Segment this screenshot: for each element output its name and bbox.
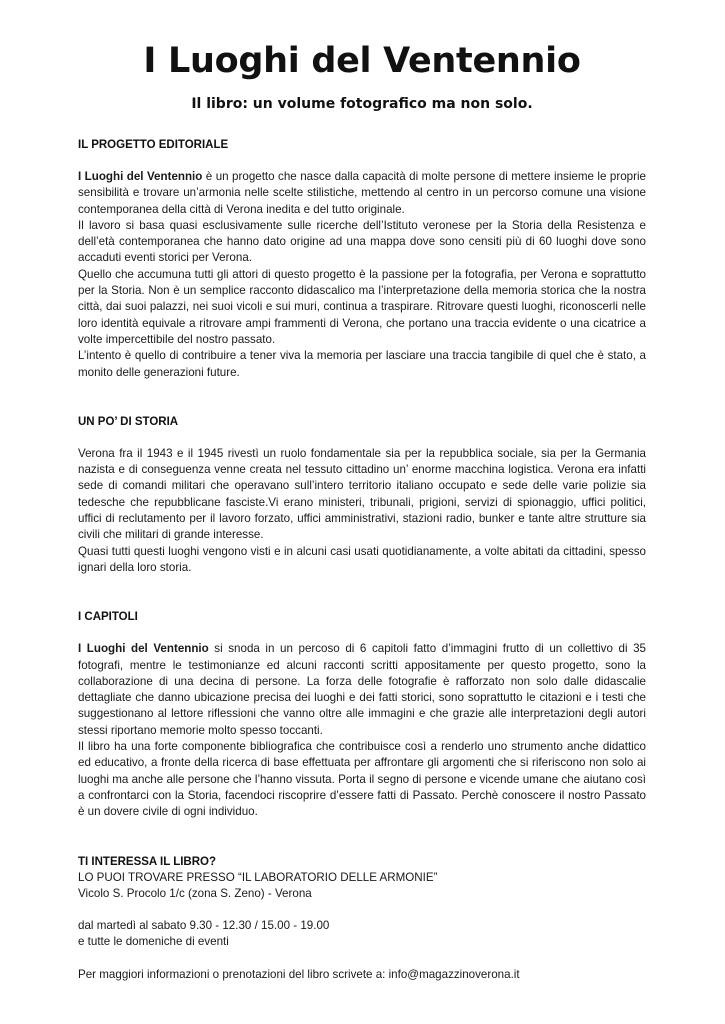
- paragraph: Il lavoro si basa quasi esclusivamente sulle ricerche dell’Istituto veronese per la Storia della Resistenza e dell’età contemporanea che hanno dato origine ad una mappa dove sono censiti più di 60 luoghi dove sono accaduti eventi storici per Verona.: [78, 218, 646, 265]
- paragraph: [78, 169, 646, 218]
- paragraph: Quello che accumuna tutti gli attori di questo progetto è la passione per la fotografia, per Verona e soprattutto per la Storia. Non è un semplice racconto didascalico ma l’interpretazione della memoria storica che la nostra città, dai suoi palazzi, nei suoi vicoli e sui muri, continua a traspirare. Ritrovare questi luoghi, riconoscerli nelle loro identità equivale a ritrovare ampi frammenti di Verona, che portano una traccia evidente o una cicatrice a volte impercettibile del nostro passato.: [78, 267, 646, 346]
- section-body-storia: [78, 446, 646, 576]
- paragraph: Verona fra il 1943 e il 1945 rivestì un ruolo fondamentale sia per la repubblica sociale, sia per la Germania nazista e di conseguenza venne creata nel tessuto cittadino un’ enorme macchina logistica. Verona era infatti sede di comandi militari che operavano sull’intero territorio italiano occupato e sede delle varie polizie sia tedesche che repubblicane fasciste.Vi erano ministeri, tribunali, prigioni, servizi di spionaggio, uffici politici, uffici di reclutamento per il lavoro forzato, uffici amministrativi, stazioni radio, bunker e tante altre strutture sia civili che militari di grande interesse.: [78, 446, 646, 542]
- paragraph-text: è un progetto che nasce dalla capacità di molte persone di mettere insieme le proprie sensibilità e trovare un’armonia nelle scelte stilistiche, mettendo al centro in un percorso comune una visione contemporanea della città di Verona inedita e del tutto originale.: [78, 170, 646, 216]
- shop-address: Vicolo S. Procolo 1/c (zona S. Zeno) - Verona: [78, 886, 312, 900]
- section-heading-capitoli: I CAPITOLI: [78, 611, 138, 624]
- page-title: I Luoghi del Ventennio: [143, 41, 581, 81]
- section-heading-interessa: TI INTERESSA IL LIBRO?: [78, 855, 217, 868]
- page-subtitle: Il libro: un volume fotografico ma non solo.: [191, 96, 533, 112]
- section-body-progetto: [78, 169, 646, 381]
- paragraph: L’intento è quello di contribuire a tener viva la memoria per lasciare una traccia tangibile di quel che è stato, a monito delle generazioni future.: [78, 349, 646, 379]
- paragraph: Quasi tutti questi luoghi vengono visti e in alcuni casi usati quotidianamente, a volte abitati da cittadini, spesso ignari della loro storia.: [78, 544, 646, 574]
- paragraph: [78, 641, 646, 739]
- paragraph: Il libro ha una forte componente bibliografica che contribuisce così a renderlo uno strumento anche didattico ed educativo, a fronte della ricerca di base effettuata per affrontare gli argomenti che si riferiscono non solo ai luoghi ma anche alle persone che l’hanno vissuta. Porta il segno di persone e vicende umane che aiutano così a confrontarci con la Storia, facendoci riscoprire d’essere fatti di Passato. Perchè conoscere il nostro Passato è un dovere civile di ogni individuo.: [78, 740, 646, 819]
- shop-name: LO PUOI TROVARE PRESSO “IL LABORATORIO DELLE ARMONIE”: [78, 870, 438, 884]
- section-heading-progetto: IL PROGETTO EDITORIALE: [78, 139, 229, 151]
- section-body-capitoli: [78, 641, 646, 820]
- book-title-bold: I Luoghi del Ventennio: [78, 642, 209, 656]
- document-page: [78, 36, 646, 983]
- book-title-bold: I Luoghi del Ventennio: [78, 170, 203, 183]
- section-body-interessa: [78, 870, 646, 983]
- opening-hours-sundays: e tutte le domeniche di eventi: [78, 935, 229, 949]
- contact-info: Per maggiori informazioni o prenotazioni del libro scrivete a: info@magazzinoverona.it: [78, 967, 520, 981]
- opening-hours: dal martedì al sabato 9.30 - 12.30 / 15.00 - 19.00: [78, 919, 330, 933]
- section-heading-storia: UN PO’ DI STORIA: [78, 415, 179, 428]
- paragraph-text: si snoda in un percoso di 6 capitoli fatto d’immagini frutto di un collettivo di 35 fotografi, mentre le testimonianze ed alcuni racconti scritti appositamente per questo progetto, sono la collaborazione di una decina di persone. La forza delle fotografie è rafforzato non solo dalle didascalie dettagliate che danno ubicazione precisa dei luoghi e dei fatti storici, sono soprattutto le citazioni e i testi che suggestionano al lettore riflessioni che vanno oltre alle immagini e che grazie alle interpretazioni degli autori stessi riportano memorie molto spesso toccanti.: [78, 642, 646, 737]
